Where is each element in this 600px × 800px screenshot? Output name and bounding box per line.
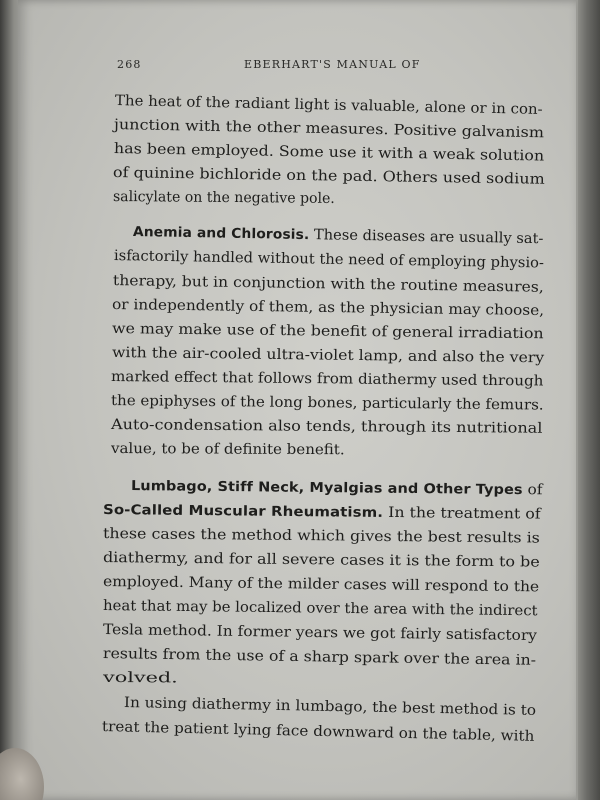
section-heading: So-Called Muscular Rheumatism.: [102, 502, 384, 521]
text-run: has been employed. Some use it with a weak solution: [113, 141, 545, 165]
section-heading: Lumbago, Stiff Neck, Myalgias and Other Types: [130, 478, 523, 499]
text-run: junction with the other measures. Positive galvanism: [113, 117, 545, 142]
text-line: [102, 718, 535, 746]
text-run: isfactorily handled without the need of employing physio-: [113, 248, 545, 272]
text-run: marked effect that follows from diathermy used through: [110, 369, 544, 390]
text-line: [115, 92, 543, 119]
text-line: [112, 344, 544, 367]
text-run: treat the patient lying face downward on the table, with: [101, 719, 535, 745]
text-line: [103, 549, 540, 572]
text-run: we may make use of the benefit of general irradiation: [111, 321, 544, 343]
text-run: with the air-cooled ultra-violet lamp, and also the very: [111, 345, 545, 367]
text-line: [103, 669, 178, 687]
text-run: value, to be of definite benefit.: [110, 441, 345, 459]
running-title: EBERHART'S MANUAL OF: [244, 58, 421, 71]
text-line: [114, 140, 544, 166]
text-line: [111, 392, 544, 415]
text-run: or independently of them, as the physician may choose,: [111, 297, 545, 320]
text-run: In using diathermy in lumbago, the best method is to: [123, 695, 537, 719]
text-run: these cases the method which gives the best results is: [102, 526, 540, 547]
text-line: [112, 320, 544, 343]
text-line: [111, 368, 544, 391]
text-run: of: [522, 482, 543, 499]
text-run: salicylate on the negative pole.: [112, 189, 335, 207]
text-run: employed. Many of the milder cases will respond to the: [102, 574, 540, 596]
text-line: [103, 573, 539, 596]
text-run: the epiphyses of the long bones, particularly the femurs.: [110, 393, 544, 414]
text-line: [103, 621, 537, 645]
text-run: The heat of the radiant light is valuable, alone or in con-: [114, 93, 543, 118]
text-run: Tesla method. In former years we got fairly satisfactory: [102, 622, 538, 645]
text-line: [103, 525, 540, 548]
text-line: [111, 440, 345, 459]
text-run: These diseases are usually sat-: [309, 227, 544, 248]
text-line: [124, 694, 536, 720]
text-line: [103, 501, 541, 524]
text-line: [114, 116, 544, 142]
text-run: results from the use of a sharp spark over the area in-: [102, 646, 537, 669]
text-line: [114, 247, 544, 273]
text-line: [133, 223, 544, 248]
text-run: In the treatment of: [383, 504, 541, 523]
text-line: [103, 597, 538, 620]
text-line: [111, 416, 543, 438]
text-line: [113, 164, 545, 189]
text-line: [131, 477, 543, 499]
text-run: heat that may be localized over the area with the indirect: [102, 598, 538, 620]
section-heading: Anemia and Chlorosis.: [132, 224, 310, 244]
text-line: [113, 272, 544, 297]
text-run: of quinine bichloride on the pad. Others used sodium: [112, 165, 545, 188]
text-line: [113, 188, 335, 208]
text-run: diathermy, and for all severe cases it is the form to be: [102, 550, 540, 571]
text-line: [103, 645, 536, 670]
page-number: 268: [117, 58, 142, 71]
text-run: therapy, but in conjunction with the routine measures,: [112, 273, 544, 296]
text-run: Auto-condensation also tends, through its nutritional: [110, 417, 543, 437]
text-line: [112, 296, 544, 320]
text-run: volved.: [102, 670, 178, 687]
